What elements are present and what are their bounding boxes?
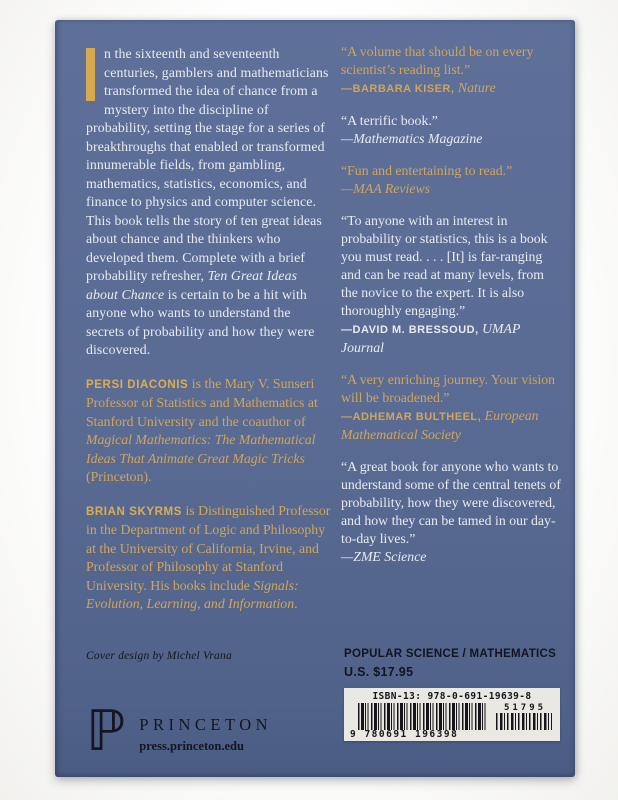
quote-attribution xyxy=(341,320,562,357)
left-column xyxy=(86,45,331,614)
description-text-1: n the sixteenth and seventeenth centuries, gamblers and mathematicians transformed the idea of chance from a mystery into the discipline of probability, setting the stage for a series of breakthroughs that enabled or transformed innumerable fields, from gambling, mathematics, statistics, economics, and finance to physics and computer science. This book tells the story of ten great ideas about chance and the thinkers who developed them. Complete with a brief probability refresher, xyxy=(86,46,329,283)
author-bio-skyrms xyxy=(86,502,331,614)
bio-work-skyrms: Signals: Evolution, Learning, and Information xyxy=(86,577,299,611)
author-name-skyrms: BRIAN SKYRMS xyxy=(86,505,183,518)
reviewer-name: —DAVID M. BRESSOUD, xyxy=(341,324,479,336)
bio-text-1a: is the Mary V. Sunseri Professor of Statistics and Mathematics at Stanford University and the coauthor of xyxy=(86,375,318,429)
reviewer-name: —BARBARA KISER, xyxy=(341,83,455,95)
barcode-sticker xyxy=(344,688,560,741)
quote-attribution xyxy=(341,79,562,98)
barcode-price-block xyxy=(496,703,554,730)
book-description xyxy=(86,45,331,360)
publisher-name: PRINCETON xyxy=(139,715,273,734)
barcode-main-icon xyxy=(358,703,486,730)
review-quote-nature xyxy=(341,43,562,98)
author-bio-diaconis xyxy=(86,375,331,487)
isbn-label: ISBN-13: 978-0-691-19639-8 xyxy=(372,691,532,702)
author-name-diaconis: PERSI DIACONIS xyxy=(86,378,189,391)
publisher-block xyxy=(86,699,273,764)
quote-attribution xyxy=(341,180,562,198)
review-quote-ems xyxy=(341,371,562,444)
quote-attribution xyxy=(341,548,562,566)
barcode-price-icon xyxy=(496,713,552,730)
barcode-digits: 9 780691 196398 xyxy=(350,729,459,740)
quote-text: “A very enriching journey. Your vision will be broadened.” xyxy=(341,372,556,405)
price-label: U.S. $17.95 xyxy=(344,665,414,679)
retail-block xyxy=(344,648,560,741)
quotes-column xyxy=(341,43,562,580)
review-quote-mathematics-magazine xyxy=(341,112,562,148)
quote-text: “To anyone with an interest in probability or statistics, this is a book you must read. . . . [It] is far-ranging and can be read at many levels, from the novice to the expert. It is also thoroughly engaging.” xyxy=(341,213,548,318)
review-source: —MAA Reviews xyxy=(341,181,431,196)
category-label: POPULAR SCIENCE / MATHEMATICS xyxy=(344,648,557,660)
cover-design-credit: Cover design by Michel Vrana xyxy=(86,650,232,662)
quote-attribution xyxy=(341,130,562,148)
barcode-row xyxy=(350,703,554,730)
quote-text: “Fun and entertaining to read.” xyxy=(341,163,513,178)
reviewer-name: —ADHEMAR BULTHEEL, xyxy=(341,411,482,423)
princeton-logo-icon: ℙ xyxy=(86,699,126,764)
book-title-italic: Ten Great Ideas about Chance xyxy=(86,268,298,302)
review-source: —ZME Science xyxy=(341,549,427,564)
quote-text: “A great book for anyone who wants to understand some of the central tenets of probability, how they were discovered, and how they can be tamed in our day-to-day lives.” xyxy=(341,459,561,546)
review-source: —Mathematics Magazine xyxy=(341,131,483,146)
book-back-cover xyxy=(55,20,575,777)
review-quote-maa-reviews xyxy=(341,162,562,198)
review-quote-umap-journal xyxy=(341,212,562,357)
review-quote-zme-science xyxy=(341,458,562,566)
publisher-url: press.princeton.edu xyxy=(139,739,244,753)
quote-text: “A volume that should be on every scientist’s reading list.” xyxy=(341,44,534,77)
bio-work-diaconis: Magical Mathematics: The Mathematical Ideas That Animate Great Magic Tricks xyxy=(86,432,316,466)
quote-attribution xyxy=(341,407,562,444)
price-code-label: 51795 xyxy=(503,703,547,713)
review-source: UMAP Journal xyxy=(341,321,521,355)
description-text-2: is certain to be a hit with anyone who wants to understand the secrets of probability and how they were discovered. xyxy=(86,286,315,357)
bio-text-2b: . xyxy=(294,596,298,611)
review-source: European Mathematical Society xyxy=(341,408,539,442)
publisher-text xyxy=(139,706,272,754)
bio-text-1b: (Princeton). xyxy=(86,469,152,484)
dropcap-letter xyxy=(86,48,95,101)
review-source: Nature xyxy=(457,80,496,95)
bio-text-2a: is Distinguished Professor in the Department of Logic and Philosophy at the University of California, Irvine, and Professor of Philosophy at Stanford University. His books include xyxy=(86,502,331,593)
quote-text: “A terrific book.” xyxy=(341,113,438,128)
